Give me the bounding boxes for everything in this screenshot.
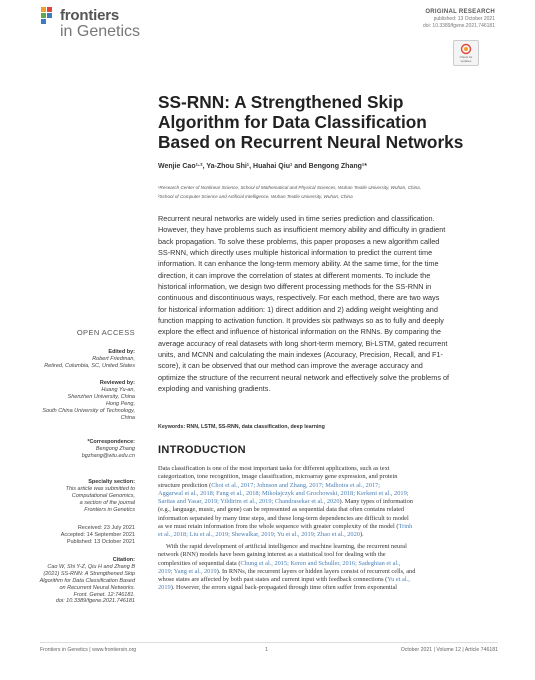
citation-link[interactable]: et al., 2018; Liu et al., 2019; Shewalkar, 2019; Yu et al., 2019; Zhao et al., 2020 xyxy=(158,531,360,538)
citation-link[interactable]: Chung et al., 2015; Keren and Schuller, 2016; Sadeghian et al., xyxy=(240,559,401,567)
specialty-section xyxy=(10,479,135,514)
abstract xyxy=(158,213,498,395)
reviewer-line: Hong Peng, xyxy=(105,400,135,407)
reviewer-line: Shenzhen University, China xyxy=(67,393,135,400)
footer-volume: October 2021 | Volume 12 | Article 746181 xyxy=(400,647,498,653)
specialty-line: a section of the journal xyxy=(79,499,135,506)
footer-divider xyxy=(40,642,498,643)
citation-line: doi: 10.3389/fgene.2021.746181 xyxy=(55,598,135,605)
keywords xyxy=(158,424,498,431)
citation-link[interactable]: Saritas and Yasar, 2019; Yildirim et al., 2019; Chandrasekar et al., 2020 xyxy=(158,498,340,505)
refresh-icon xyxy=(460,43,472,55)
citation-link[interactable]: Yu et al., xyxy=(387,576,410,583)
reviewer-line: Huang Yu-an, xyxy=(101,386,135,393)
check-updates-label-2: updates xyxy=(460,59,472,63)
body-line: whose states are affected by both past states and current input with feedback connections (Yu et al., xyxy=(158,576,410,583)
abstract-line: continuous and discontinuous ways, respectively. For each method, there are two ways xyxy=(158,293,440,303)
title-line: SS-RNN: A Strengthened Skip xyxy=(158,92,404,112)
abstract-line: explore the effect and influence of historical information on the RNNs. By comparing the xyxy=(158,327,441,337)
citation-link[interactable]: Choi et al., 2017; Johnson and Zhang, 2017; Malhotra et al., 2017; xyxy=(211,481,380,489)
abstract-line: historical information, we design two different processing methods for the SS-RNN in xyxy=(158,282,432,292)
citation-label: Citation: xyxy=(112,557,135,563)
published-date: published: 13 October 2021 xyxy=(433,16,495,22)
body-line: complexities of sequential data (Chung et al., 2015; Keren and Schuller, 2016; Sadeghian et al., xyxy=(158,559,401,567)
body-line: 2019; Yang et al., 2019). In RNNs, the recurrent layers or hidden layers consist of recurrent cells, and xyxy=(158,567,416,575)
body-line: 2019). However, the errors signal back-propagated through time often suffer from exponential xyxy=(158,584,398,592)
reviewed-by-label: Reviewed by: xyxy=(99,380,135,386)
frontiers-logo-icon xyxy=(40,6,58,26)
specialty-label: Specialty section: xyxy=(88,479,135,485)
article-meta xyxy=(345,8,495,30)
body-line: (e.g., language, music, and gene) can be represented as sequential data that often contains related xyxy=(158,506,405,514)
check-for-updates-button[interactable] xyxy=(453,40,479,66)
citation-link[interactable]: 2019; Yang et al., 2019 xyxy=(158,567,217,575)
footer-journal-link[interactable]: Frontiers in Genetics | www.frontiersin.org xyxy=(40,647,137,653)
editor-name: Robert Friedman, xyxy=(92,355,135,362)
reviewer-line: China xyxy=(120,414,135,421)
publisher-name: frontiers xyxy=(60,7,120,24)
body-line: Saritas and Yasar, 2019; Yildirim et al., 2019; Chandrasekar et al., 2020). Many types of information xyxy=(158,498,413,505)
abstract-line: Recurrent neural networks are widely used in time series prediction and classification. xyxy=(158,214,435,223)
body-line: information separated by many time steps, and these long-term dependencies are difficult to model xyxy=(158,514,409,522)
author-list: Wenjie Cao¹·², Ya-Zhou Shi¹, Huahai Qiu¹ and Bengong Zhang¹* xyxy=(158,163,367,170)
citation-block xyxy=(10,557,135,605)
citation-line: Front. Genet. 12:746181. xyxy=(73,591,135,598)
body-line: Data classification is one of the most important tasks for different applications, such as text xyxy=(158,465,390,472)
citation-line: on Recurrent Neural Networks. xyxy=(59,584,135,591)
correspondent-email[interactable]: bgzhang@wtu.edu.cn xyxy=(81,452,135,459)
journal-name: in Genetics xyxy=(60,23,141,40)
keywords-text: Keywords: RNN, LSTM, SS-RNN, data classification, deep learning xyxy=(158,424,325,430)
published-date-sidebar: Published: 13 October 2021 xyxy=(66,538,135,545)
page-number: 1 xyxy=(265,647,268,653)
open-access-label: OPEN ACCESS xyxy=(76,328,135,337)
section-heading: INTRODUCTION xyxy=(158,444,246,456)
abstract-line: SS-RNN, which directly uses multiple historical information to predict the current time xyxy=(158,248,433,258)
edited-by-label: Edited by: xyxy=(108,349,135,355)
editor-affiliation: Retired, Columbia, SC, United States xyxy=(44,362,135,369)
edited-by xyxy=(10,349,135,370)
abstract-line: optimize the structure of the recurrent neural network and effectively solve the problems of xyxy=(158,372,450,382)
dates xyxy=(10,525,135,546)
body-line: With the rapid development of artificial intelligence and machine learning, the recurrent neural xyxy=(166,543,407,550)
reviewer-line: South China University of Technology, xyxy=(42,407,135,414)
citation-line: Cao W, Shi Y-Z, Qiu H and Zhang B xyxy=(47,563,135,570)
abstract-line: However, they have problems such as insufficient memory ability and difficulty in gradient xyxy=(158,225,446,235)
body-line xyxy=(158,490,498,498)
received-date: Received: 23 July 2021 xyxy=(77,525,135,531)
accepted-date: Accepted: 14 September 2021 xyxy=(60,531,135,538)
abstract-line: direction, it can improve the correlation of states at different moments. To include the xyxy=(158,270,431,280)
body-line: network (RNN) models have been gaining interest as a statistical tool for dealing with the xyxy=(158,551,386,559)
reviewed-by xyxy=(10,380,135,421)
citation-line: Algorithm for Data Classification Based xyxy=(39,577,135,584)
doi-link[interactable]: doi: 10.3389/fgene.2021.746181 xyxy=(422,23,495,29)
abstract-line: score), it can be observed that our method can improve the average accuracy and xyxy=(158,361,423,371)
abstract-line: exploding and vanishing gradients. xyxy=(158,384,271,394)
affiliation-1: ¹Research Center of Nonlinear Science, School of Mathematical and Physical Sciences, Wuhan Textile University, Wuhan, China, xyxy=(158,185,421,190)
intro-paragraph-2 xyxy=(158,543,498,593)
correspondent-name: Bengong Zhang xyxy=(95,445,135,452)
abstract-line: back propagation. To solve these problems, this paper proposes a new algorithm called xyxy=(158,236,440,246)
correspondence xyxy=(10,439,135,460)
abstract-line: units, and MCNN and calculating the main indexes (Accuracy, Precision, Recall, and F1- xyxy=(158,350,443,360)
specialty-line: Computational Genomics, xyxy=(71,492,135,499)
body-line: categorization, tone recognition, image classification, microarray gene expression, and protein xyxy=(158,473,398,481)
body-line: et al., 2018; Liu et al., 2019; Shewalkar, 2019; Yu et al., 2019; Zhao et al., 2020). xyxy=(158,531,364,538)
body-line: structure prediction (Choi et al., 2017; Johnson and Zhang, 2017; Malhotra et al., 2017; xyxy=(158,481,380,489)
citation-link[interactable]: 2019 xyxy=(158,584,171,592)
frontiers-logo[interactable] xyxy=(40,6,150,46)
abstract-line: information. It can enhance the long-term memory ability. At the same time, for the time xyxy=(158,259,439,269)
correspondence-label: *Correspondence: xyxy=(87,439,135,445)
article-type: ORIGINAL RESEARCH xyxy=(425,9,495,15)
intro-paragraph-1 xyxy=(158,465,498,539)
article-title xyxy=(158,92,508,152)
body-line: as we must retain information from the whole sequence with greater complexity of the model (Trinh xyxy=(158,522,413,530)
citation-line: (2021) SS-RNN: A Strengthened Skip xyxy=(43,570,135,577)
specialty-line: Frontiers in Genetics xyxy=(84,506,135,513)
abstract-line: average accuracy of real datasets with long short-term memory, Bi-LSTM, gated recurrent xyxy=(158,338,448,348)
abstract-line: function mapping to activation function. It provides six pathways so as to fully and deeply xyxy=(158,316,444,326)
citation-link[interactable]: Trinh xyxy=(398,522,413,530)
check-updates-label-1: Check for xyxy=(459,55,473,59)
title-line: Based on Recurrent Neural Networks xyxy=(158,132,464,152)
affiliation-2: ²School of Computer Science and Artificial Intelligence, Wuhan Textile University, Wuhan, China xyxy=(158,194,353,199)
title-line: Algorithm for Data Classification xyxy=(158,112,427,132)
citation-link[interactable]: Aggarwal et al., 2018; Fang et al., 2018; Mikołajczyk and Grochowski, 2018; Kerkeni et al., 2019; xyxy=(158,489,409,497)
specialty-line: This article was submitted to xyxy=(65,485,135,492)
abstract-line: for historical information addition: 1) direct addition and 2) adding weight weighting and xyxy=(158,304,438,314)
